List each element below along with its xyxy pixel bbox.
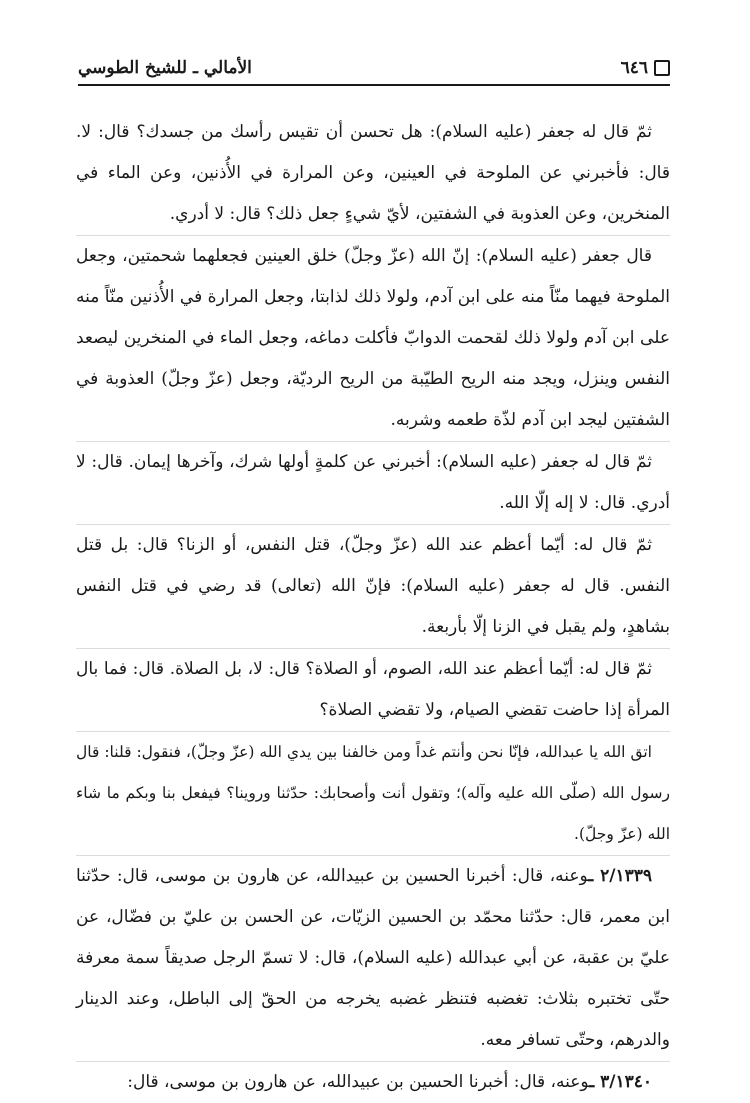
page-number: ٦٤٦ <box>620 58 648 78</box>
paragraph: اتق الله يا عبدالله، فإنّا نحن وأنتم غداً ومن خالفنا بين يدي الله (عزّ وجلّ)، فنقول: قلنا: قال رسول الله (صلّى الله عليه وآله)؛ وتقول أنت وأصحابك: حدّثنا وروينا؟ فيفعل بنا وبكم ما شاء الله (عزّ وجلّ). <box>76 731 670 855</box>
page-body <box>76 112 670 1103</box>
paragraph: ثمّ قال له: أيّما أعظم عند الله (عزّ وجلّ)، قتل النفس، أو الزنا؟ قال: بل قتل النفس. قال له جعفر (عليه السلام): فإنّ الله (تعالى) قد رضي في قتل النفس بشاهدٍ، ولم يقبل في الزنا إلّا بأربعة. <box>76 524 670 648</box>
paragraph: ثمّ قال له جعفر (عليه السلام): أخبرني عن كلمةٍ أولها شرك، وآخرها إيمان. قال: لا أدري. قال: لا إله إلّا الله. <box>76 441 670 524</box>
paragraph-hadith-1339: ٢/١٣٣٩ ـوعنه، قال: أخبرنا الحسين بن عبيدالله، عن هارون بن موسى، قال: حدّثنا ابن معمر، قال: حدّثنا محمّد بن الحسين الزيّات، عن الحسن بن عليّ بن فضّال، عن عليّ بن عقبة، عن أبي عبدالله (عليه السلام)، قال: لا تسمّ الرجل صديقاً سمة معرفة حتّى تختبره بثلاث: تغضبه فتنظر غضبه يخرجه من الحقّ إلى الباطل، وعند الدينار والدرهم، وحتّى تسافر معه. <box>76 855 670 1061</box>
page-number-block <box>621 58 670 78</box>
paragraph: قال جعفر (عليه السلام): إنّ الله (عزّ وجلّ) خلق العينين فجعلهما شحمتين، وجعل الملوحة فيهما منّاً منه على ابن آدم، ولولا ذلك لذابتا، وجعل المرارة في الأُذنين منّاً منه على ابن آدم ولولا ذلك لقحمت الدوابّ فأكلت دماغه، وجعل الماء في المنخرين ليصعد النفس وينزل، ويجد منه الريح الطيّبة من الريح الرديّة، وجعل (عزّ وجلّ) العذوبة في الشفتين ليجد ابن آدم لذّة طعمه وشربه. <box>76 235 670 441</box>
paragraph: ثمّ قال له جعفر (عليه السلام): هل تحسن أن تقيس رأسك من جسدك؟ قال: لا. قال: فأخبرني عن الملوحة في العينين، وعن المرارة في الأُذنين، وعن الماء في المنخرين، وعن العذوبة في الشفتين، لأيّ شيءٍ جعل ذلك؟ قال: لا أدري. <box>76 122 670 224</box>
page-header <box>78 44 670 78</box>
paragraph-hadith-1340: ٣/١٣٤٠ ـوعنه، قال: أخبرنا الحسين بن عبيدالله، عن هارون بن موسى، قال: <box>76 1061 670 1103</box>
paragraph: ثمّ قال له: أيّما أعظم عند الله، الصوم، أو الصلاة؟ قال: لا، بل الصلاة. قال: فما بال المرأة إذا حاضت تقضي الصيام، ولا تقضي الصلاة؟ <box>76 648 670 731</box>
book-title: الأمالي ـ للشيخ الطوسي <box>78 58 252 78</box>
header-rule <box>78 84 670 86</box>
hadith-number: ٣/١٣٤٠ ـ <box>589 1072 652 1092</box>
square-icon <box>654 60 670 76</box>
hadith-number: ٢/١٣٣٩ ـ <box>588 866 652 886</box>
